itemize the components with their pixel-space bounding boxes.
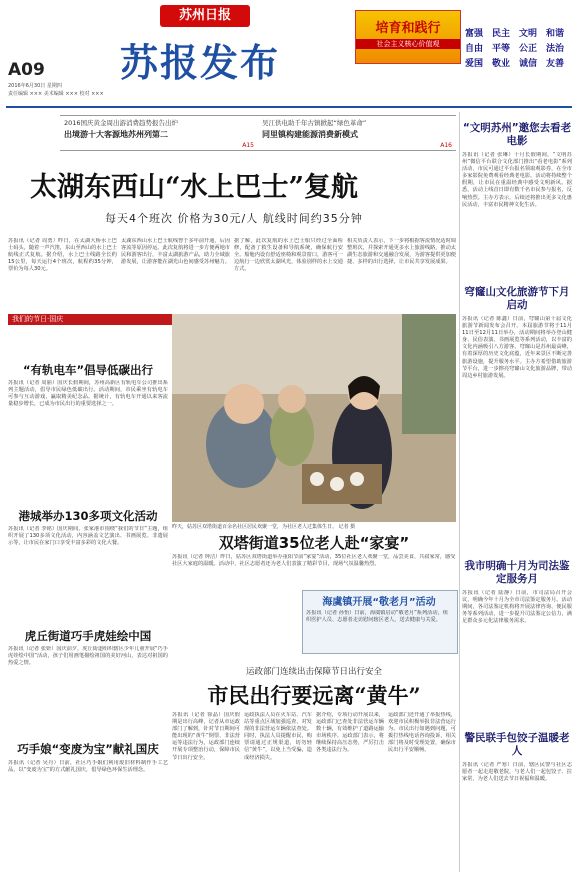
bottom-story-column: 苏报讯（记者 徐晶）国庆假期是出行高峰，记者从市运政部门了解到，针对节日期间可能出现的“黄牛”倒票、非法营运等违法行为，运政部门连续开展专项整治行动，保障市民节日出行安全。 — [172, 712, 240, 761]
teaser-item[interactable] — [64, 118, 254, 151]
mid-story-body — [172, 554, 456, 592]
ad-title: 培育和践行 — [375, 21, 441, 36]
left-story-headline: 巧手娘“变废为宝”献礼国庆 — [17, 742, 159, 756]
section-title: 苏报发布 — [120, 41, 281, 85]
left-story-body: 苏报讯（记者 周丽）国庆长假期间，苏州高新区有轨电车公司推出系列主题活动，倡导市民绿色低碳出行。活动期间，市民乘坐有轨电车可参与互动游戏，赢取精美纪念品。据统计，有轨电车开通以来客流量稳步增长，已成为市民出行的重要选择之一。 — [8, 380, 168, 408]
right-story-headline: 警民联手包饺子温暖老人 — [464, 732, 570, 757]
teaser-kicker: 2016国庆黄金周出游消费趋势报告出炉 — [64, 119, 179, 127]
core-value: 自由 — [465, 44, 484, 54]
bottom-story-kicker: 运政部门连续出击保障节日出行安全 — [245, 667, 382, 677]
issue-date: 2016年6月30日 星期四 — [8, 83, 62, 89]
right-story-headline: “文明苏州”邀您去看老电影 — [462, 122, 572, 147]
core-value: 法治 — [546, 44, 565, 54]
ad-subtitle: 社会主义核心价值观 — [356, 39, 460, 49]
editor-credits: 责任编辑 ××× 美术编辑 ××× 校对 ××× — [8, 91, 104, 97]
photo-caption: 昨天，姑苏区双塔街道百余名社区居民欢聚一堂，为社区老人过集体生日。 记者 摄 — [172, 524, 356, 530]
lead-body — [8, 238, 456, 308]
news-photo — [172, 314, 456, 522]
masthead-rule — [6, 106, 572, 108]
left-story-headline: “有轨电车”倡导低碳出行 — [22, 363, 154, 377]
teaser-strip — [60, 115, 456, 151]
bottom-story-column: 据介绍，专项行动开展以来，运政部门已查处非法营运车辆数十辆，有效维护了道路运输市场秩序。运政部门表示，将继续保持高压态势，严厉打击各类违法行为。 — [316, 712, 384, 754]
core-value: 平等 — [492, 44, 511, 54]
lead-body-column: 相关负责人表示，下一步将根据客流情况适时调整班次，并探索开通更多水上旅游线路，推动太湖生态旅游和交通融合发展，为游客提供更加便捷、多样的出行选择，让市民共享发展成果。 — [347, 238, 456, 266]
right-story-headline: 穹窿山文化旅游节下月启动 — [464, 286, 570, 311]
core-value: 公正 — [519, 44, 538, 54]
boxed-story-body: 苏报讯（记者 孙怡）日前，海虞镇启动“敬老月”系列活动，组织医护人员、志愿者走访慰问辖区老人，送去健康与关爱。 — [306, 610, 448, 624]
lead-headline: 太湖东西山“水上巴士”复航 — [30, 172, 359, 203]
left-story-headline: 虎丘街道巧手虎娃绘中国 — [24, 629, 152, 643]
core-value: 富强 — [465, 29, 484, 39]
photo-illustration — [172, 314, 456, 522]
section-tag: 我们的节日·国庆 — [8, 314, 172, 325]
left-story-body: 苏报讯（记者 李铭）国庆期间，张家港市围绕“我们的节日”主题，组织开展了130多项文化活动，内容涵盖文艺演出、书画展览、非遗展示等，让市民在家门口享受丰富多彩的文化大餐。 — [8, 526, 168, 547]
bottom-story-column: 运政执法人员在火车站、汽车站等重点区域加强巡查，对发现的非法营运车辆依法查处。同时，执法人员提醒市民，购票请通过正规渠道，切勿轻信“黄牛”，以免上当受骗，造成经济损失。 — [244, 712, 312, 761]
lead-body-column: 苏报讯（记者 周勇）昨日，在太湖大桥水上巴士码头，随着一声汽笛，东山至西山的水上巴士航线正式复航。据介绍，水上巴士线路全长约15公里，每天运行4个班次，航程约35分钟，票价为每人30元。 — [8, 238, 117, 273]
teaser-title: 出境游十大客源地苏州列第二 — [64, 130, 168, 139]
date-line — [8, 82, 118, 98]
left-story-body: 苏报讯（记者 张妍）国庆前夕，虎丘街道组织辖区少年儿童开展“巧手虎娃绘中国”活动，孩子们用画笔描绘祖国的美好河山，表达对祖国的热爱之情。 — [8, 646, 168, 667]
right-story-headline: 我市明确十月为司法鉴定服务月 — [464, 560, 570, 585]
teaser-page: A16 — [440, 142, 452, 149]
left-story-headline: 港城举办130多项文化活动 — [18, 509, 158, 523]
lead-body-column: 据了解，此次复航的水上巴士船只经过全面检修，配备了救生设备和导航系统，确保航行安全。船舱内设有舒适座椅和观景窗口，游客可一边航行一边欣赏太湖风光，体验别样的水上交通方式。 — [234, 238, 343, 273]
bottom-story-headline: 市民出行要远离“黄牛” — [207, 683, 421, 708]
page-number: A09 — [8, 60, 45, 80]
teaser-kicker: 吴江供电助千年古镇掀起“绿色革命” — [262, 119, 367, 127]
right-story-body: 苏报讯（记者 严寒）日前，辖区民警与社区志愿者一起走进敬老院，与老人们一起包饺子、拉家常，为老人们送去节日祝福和温暖。 — [462, 762, 572, 783]
teaser-page: A15 — [242, 142, 254, 149]
boxed-story-headline: 海虞镇开展“敬老月”活动 — [322, 597, 436, 608]
core-value: 文明 — [519, 29, 538, 39]
core-value: 和谐 — [546, 29, 565, 39]
core-value: 爱国 — [465, 59, 484, 69]
core-values-grid — [465, 26, 573, 69]
bottom-story-column: 运政部门还开通了举报热线，欢迎市民积极举报非法营运行为。市民出行如遇到问题，可拨打热线电话咨询投诉，相关部门将及时受理处置，确保市民出行平安顺畅。 — [388, 712, 456, 754]
bottom-story-body — [172, 712, 456, 872]
right-story-body: 苏报讯（记者 陆静）日前，市司法局召开会议，明确今年十月为全市司法鉴定服务月。活动期间，各司法鉴定机构将开展法律咨询、便民服务等系列活动，进一步提升司法鉴定公信力，满足群众多元化法律服务需求。 — [462, 590, 572, 625]
core-value: 诚信 — [519, 59, 538, 69]
teaser-item[interactable] — [262, 118, 452, 151]
core-value: 民主 — [492, 29, 511, 39]
left-story-body: 苏报讯（记者 吴丹）日前，社区巧手娘们利用废旧材料制作手工艺品，以“变废为宝”的方式献礼国庆，倡导绿色环保生活理念。 — [8, 760, 168, 774]
core-value: 友善 — [546, 59, 565, 69]
newspaper-logo: 苏州日报 — [160, 5, 250, 27]
core-values-ad — [355, 10, 461, 64]
column-divider — [459, 112, 460, 872]
right-story-body: 苏报讯（记者 陈鑫）日前，穹窿山第十届文化旅游节新闻发布会召开。本届旅游节将于11月11日至12月11日举办，活动期间将举办登山健身、民俗表演、书画展览等系列活动，以丰富的文化内涵吸引八方游客。穹窿山是苏州最高峰，有着深厚的历史文化底蕴，近年来景区不断完善旅游设施，提升服务水平。主办方希望借助旅游节平台，进一步擦亮穹窿山文化旅游品牌，带动周边乡村旅游发展。 — [462, 316, 572, 379]
lead-subhead: 每天4个班次 价格为30元/人 航线时间约35分钟 — [105, 212, 363, 225]
teaser-title: 同里镇构建能源消费新模式 — [262, 130, 358, 139]
mid-story-headline: 双塔街道35位老人赴“家宴” — [218, 534, 410, 552]
mid-story-text: 苏报讯（记者 钟洁）昨日，姑苏区双塔街道举办重阳节前“家宴”活动，35位社区老人欢聚一堂，品尝美食、共叙家常，感受社区大家庭的温暖。活动中，社区志愿者还为老人们表演了精彩节目，现场气氛温馨热烈。 — [172, 554, 456, 568]
lead-body-column: 太湖东西山水上巴士航线曾于多年前开通，后因客流等原因停运。此次复航将进一步方便两地市民和游客出行，丰富太湖旅游产品，助力全域旅游发展，让游客能在湖光山色间感受苏州魅力。 — [121, 238, 230, 266]
right-story-body: 苏报讯（记者 张琳）十月长假期间，“文明苏州”微信平台联合文化部门推出“看老电影”系列活动，市民可通过平台报名领取观影券，在全市多家影院免费观看经典老电影。活动将持续整个假期，让市民在重温经典中感受文明新风。据悉，活动上线首日即有数千名市民参与报名，反响热烈。主办方表示，后续还将推出更多文化惠民活动，丰富市民精神文化生活。 — [462, 152, 572, 208]
core-value: 敬业 — [492, 59, 511, 69]
